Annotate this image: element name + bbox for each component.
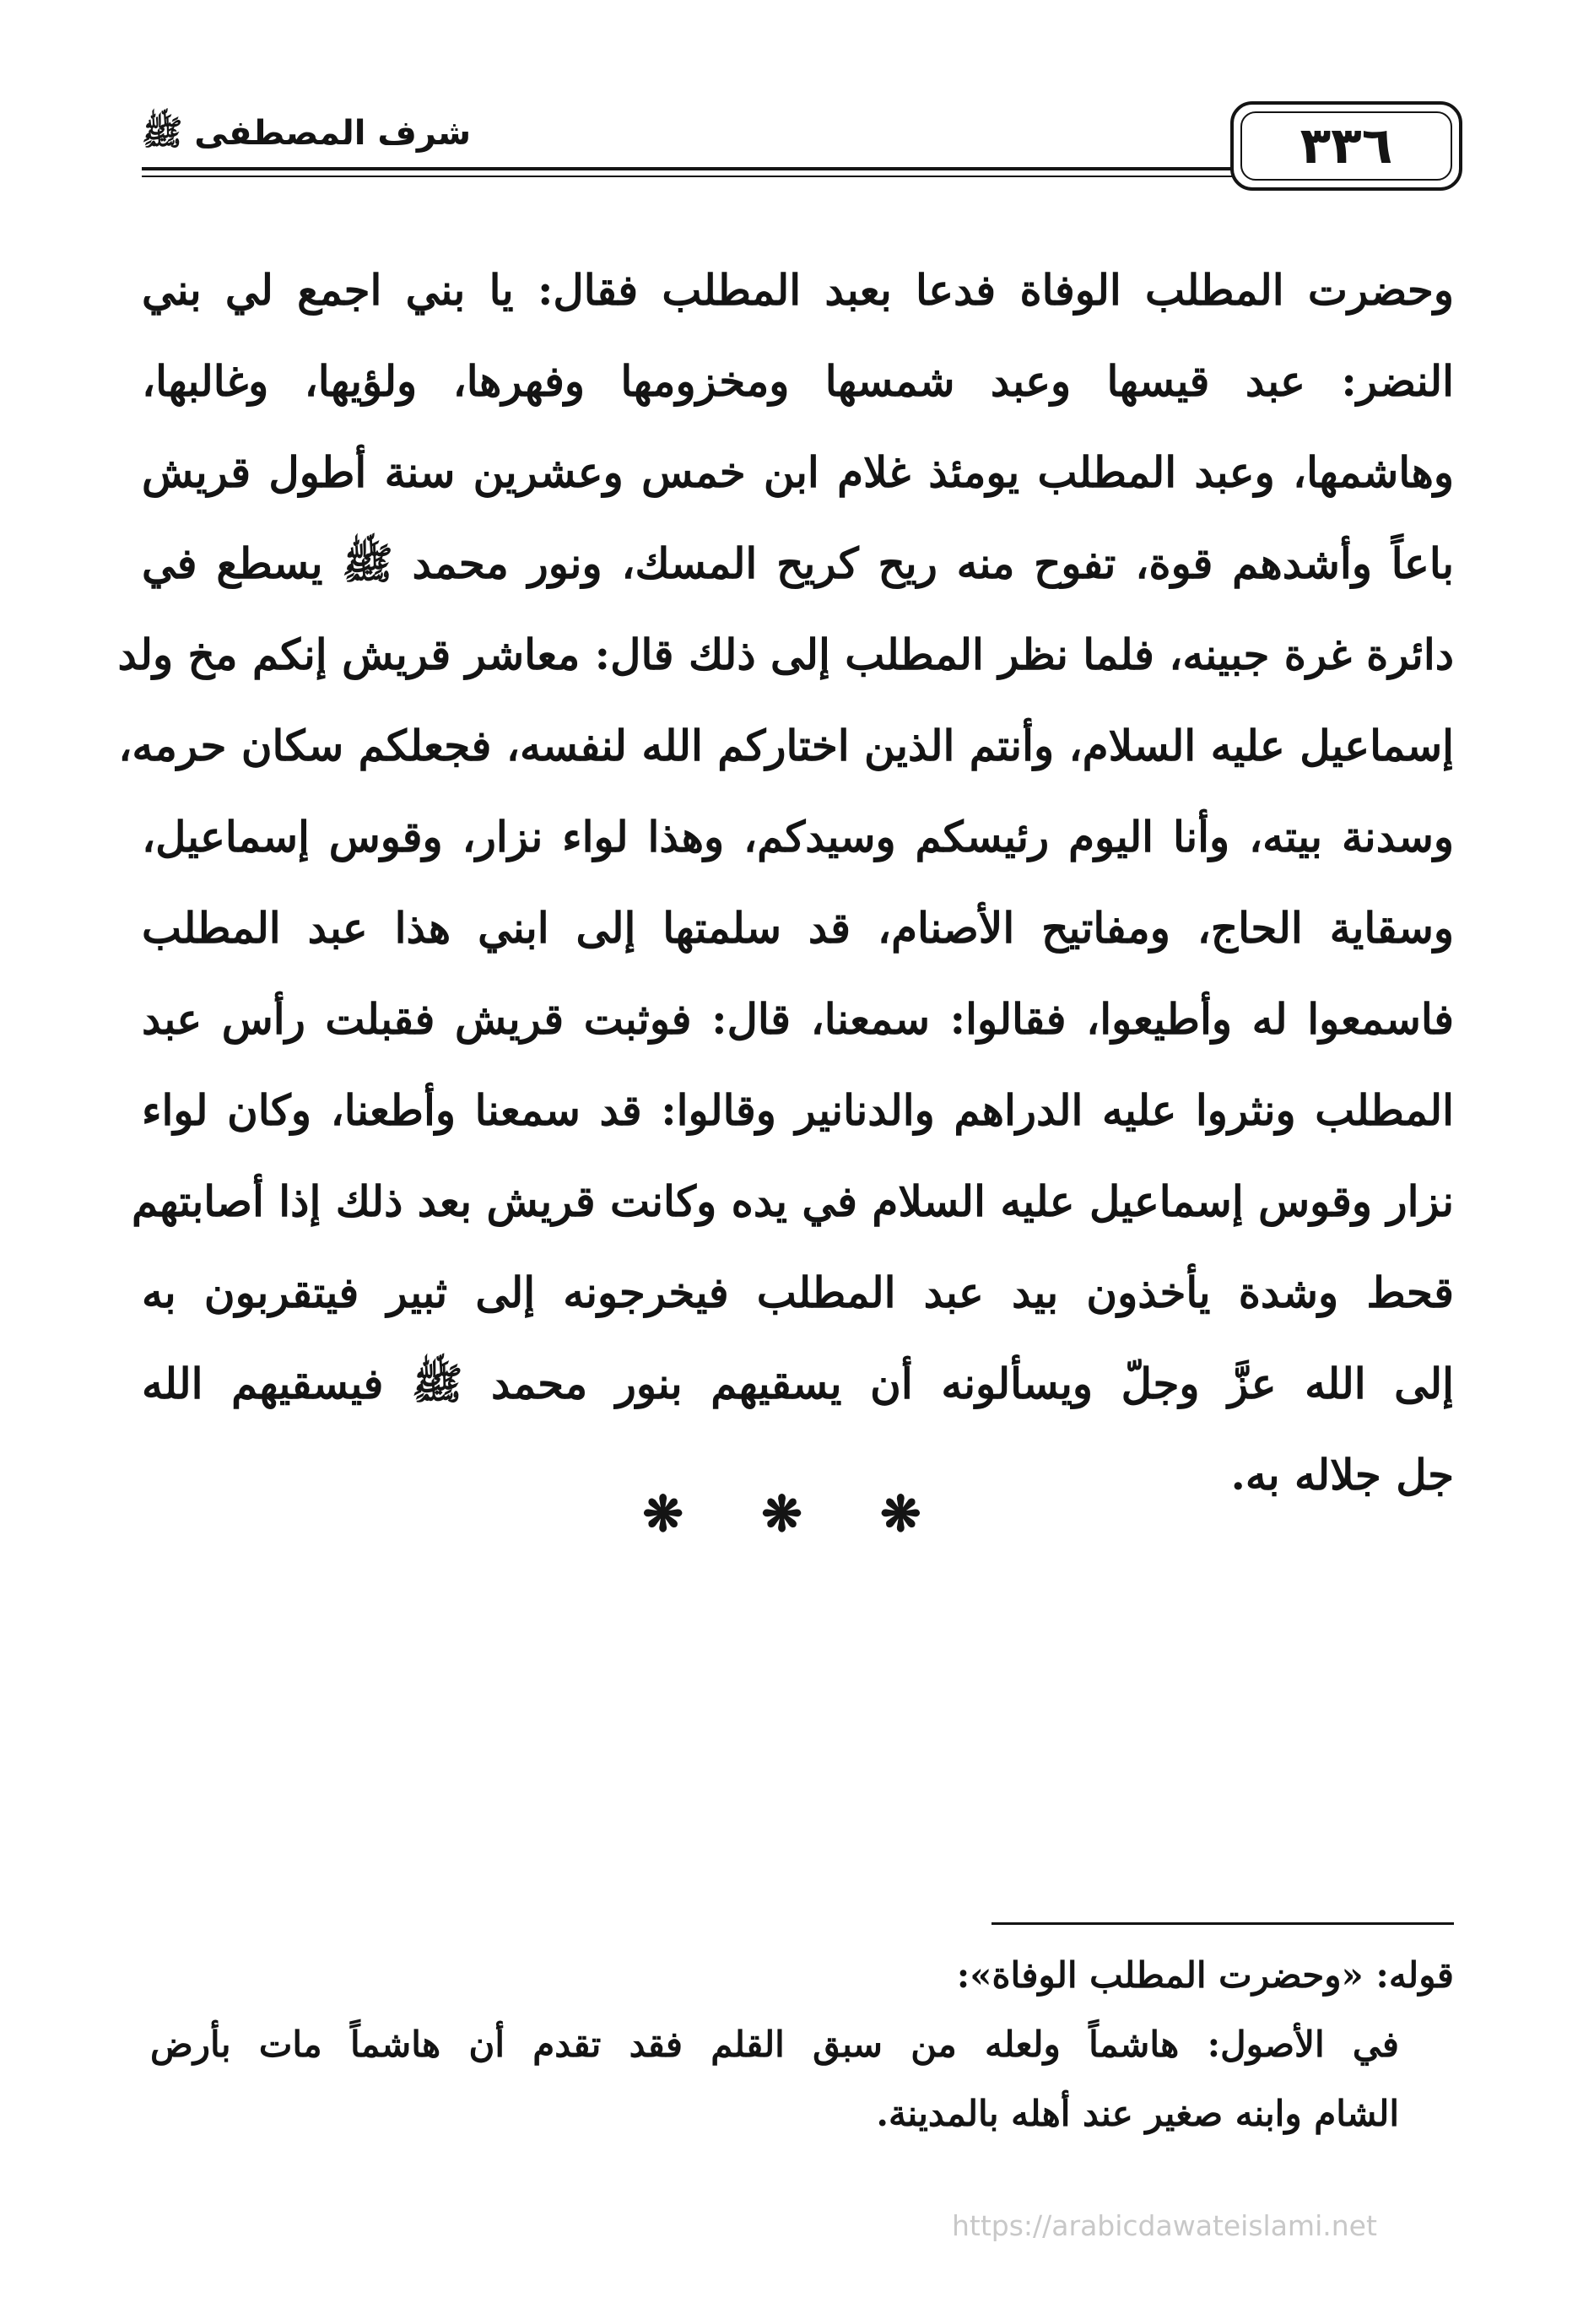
page-number-inner-frame xyxy=(1240,111,1452,181)
text-line: وسقاية الحاج، ومفاتيح الأصنام، قد سلمتها إلى ابني هذا عبد المطلب xyxy=(142,903,1454,953)
footnotes xyxy=(150,1941,1454,2148)
footnote-quote: «وحضرت المطلب الوفاة»: xyxy=(956,1954,1364,1996)
footnote-line: في الأصول: هاشماً ولعله من سبق القلم فقد تقدم أن هاشماً مات بأرض xyxy=(150,2024,1399,2065)
footnote-label: قوله: xyxy=(1375,1954,1454,1996)
text-line: وحضرت المطلب الوفاة فدعا بعبد المطلب فقال: يا بني اجمع لي بني xyxy=(142,265,1454,315)
text-line: المطلب ونثروا عليه الدراهم والدنانير وقالوا: قد سمعنا وأطعنا، وكان لواء xyxy=(142,1085,1454,1135)
text-line: نزار وقوس إسماعيل عليه السلام في يده وكانت قريش بعد ذلك إذا أصابتهم xyxy=(131,1176,1454,1226)
footnote-line: الشام وابنه صغير عند أهله بالمدينة. xyxy=(876,2093,1399,2134)
page-number: ٣٣٦ xyxy=(1300,116,1393,176)
source-watermark: https://arabicdawateislami.net xyxy=(952,2209,1377,2242)
text-line: باعاً وأشدهم قوة، تفوح منه ريح كريح المسك، ونور محمد ﷺ يسطع في xyxy=(142,538,1454,588)
text-line: إلى الله عزَّ وجلّ ويسألونه أن يسقيهم بنور محمد ﷺ فيسقيهم الله xyxy=(142,1359,1454,1408)
footnote-heading xyxy=(150,1941,1454,2010)
text-line: إسماعيل عليه السلام، وأنتم الذين اختاركم الله لنفسه، فجعلكم سكان حرمه، xyxy=(118,721,1454,770)
running-book-title: شرف المصطفى ﷺ xyxy=(142,114,472,153)
text-line: جل جلاله به. xyxy=(1230,1450,1454,1500)
page-header xyxy=(142,101,1454,194)
main-text xyxy=(117,245,1454,1521)
text-line: النضر: عبد قيسها وعبد شمسها ومخزومها وفهرها، ولؤيها، وغالبها، xyxy=(142,356,1454,406)
footnote-separator xyxy=(992,1922,1454,1925)
page-number-frame xyxy=(1230,101,1462,191)
text-line: فاسمعوا له وأطيعوا، فقالوا: سمعنا، قال: فوثبت قريش فقبلت رأس عبد xyxy=(142,994,1454,1044)
text-line: وهاشمها، وعبد المطلب يومئذ غلام ابن خمس وعشرين سنة أطول قريش xyxy=(142,447,1454,497)
text-line: قحط وشدة يأخذون بيد عبد المطلب فيخرجونه إلى ثبير فيتقربون به xyxy=(142,1267,1454,1317)
text-line: دائرة غرة جبينه، فلما نظر المطلب إلى ذلك قال: معاشر قريش إنكم مخ ولد xyxy=(117,630,1454,679)
text-line: وسدنة بيته، وأنا اليوم رئيسكم وسيدكم، وهذا لواء نزار، وقوس إسماعيل، xyxy=(142,812,1454,862)
section-divider-asterisks: ❋ ❋ ❋ xyxy=(642,1485,952,1543)
